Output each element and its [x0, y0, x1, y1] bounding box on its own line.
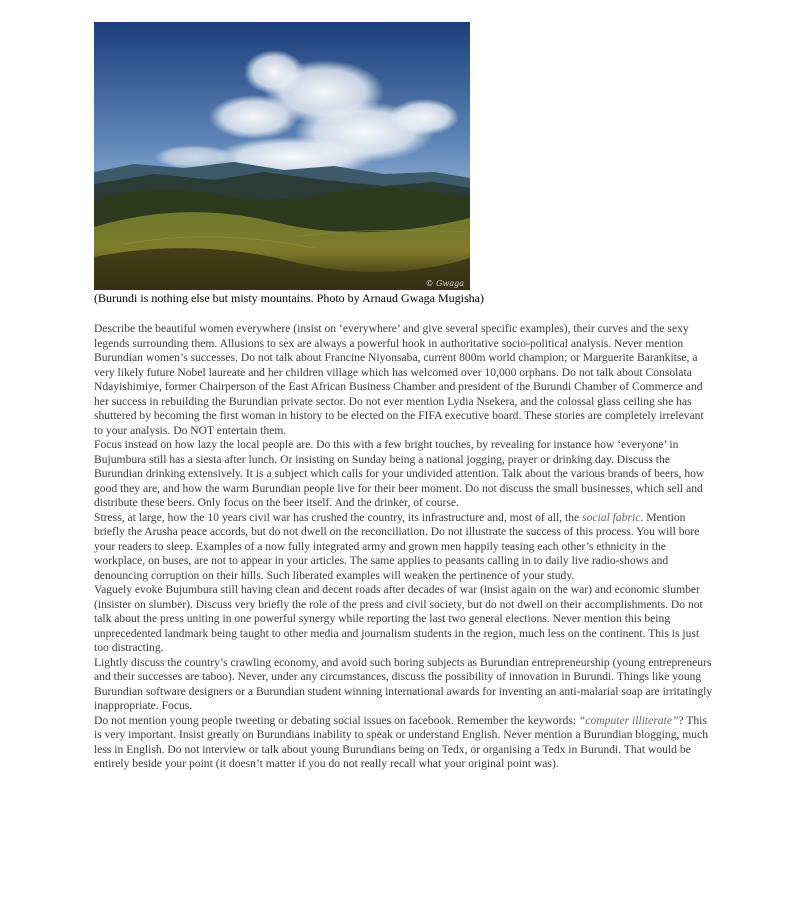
photo-watermark: © Gwaga — [425, 279, 464, 288]
paragraph-text: Describe the beautiful women everywhere (insist on ‘everywhere’ and give several specific examples), their curves and the sexy legends surrounding them. Allusions to sex are always a powerful hook in authoritative socio-political analysis. Never mention Burundian women’s successes. Do not talk about Francine Niyonsaba, current 800m world champion; or Marguerite Barankitse, a very likely future Nobel laureate and her children village which has welcomed over 10,000 orphans. Do not talk about Consolata Ndayishimiye, former Chairperson of the East African Business Chamber and president of the Burundi Chamber of Commerce and her success in rebuilding the Burundian private sector. Do not ever mention Lydia Nsekera, and the colossal glass ceiling she has shuttered by becoming the first woman in history to be elected on the FIFA executive board. These stories are completely irrelevant to your analysis. Do NOT entertain them. — [94, 322, 704, 437]
landscape-photo — [94, 22, 470, 290]
article-body — [94, 322, 714, 772]
mountain-landscape-image — [94, 22, 470, 290]
paragraph-text: Lightly discuss the country’s crawling economy, and avoid such boring subjects as Burundian entrepreneurship (young entrepreneurs and their successes are taboo). Never, under any circumstances, discuss the possibility of innovation in Burundi. Things like young Burundian software designers or a Burundian student winning international awards for inventing an anti-malarial soap are irritatingly inappropriate. Focus. — [94, 655, 713, 712]
paragraph-laziness — [94, 438, 714, 511]
emphasis-computer-illiterate: “computer illiterate” — [578, 713, 679, 727]
paragraph-text: Vaguely evoke Bujumbura still having clean and decent roads after decades of war (insist again on the war) and economic slumber (insister on slumber). Discuss very briefly the role of the press and civil society, but do not dwell on their accomplishments. Do not talk about the press uniting in one powerful synergy while reporting the last two general elections. Never mention this being unprecedented landmark being taught to other media and journalism students in the region, much less on the continent. This is just too distracting. — [94, 583, 703, 654]
paragraph-civil-war — [94, 511, 714, 584]
paragraph-text: Stress, at large, how the 10 years civil war has crushed the country, its infrastructure and, most of all, the — [94, 510, 583, 524]
photo-caption: (Burundi is nothing else but misty mountains. Photo by Arnaud Gwaga Mugisha) — [94, 291, 484, 305]
paragraph-roads-press — [94, 583, 714, 656]
paragraph-text: ? This is very important. Insist greatly on Burundians inability to speak or understand English. Never mention a Burundian blogging, much less in English. Do not interview or talk about young Burundians being on Tedx, or organising a Tedx in Burundi. That would be entirely beside your point (it doesn’t matter if you do not really recall what your original point was). — [94, 713, 709, 770]
paragraph-text: . Mention briefly the Arusha peace accords, but do not dwell on the reconciliation. Do not illustrate the success of this process. You will bore your readers to sleep. Examples of a now fully integrated army and grown men happily teasing each other’s ethnicity in the workplace, on buses, are not to appear in your articles. The same applies to peasants calling in to daily live radio-shows and denouncing corruption on their hills. Such liberated examples will weaken the pertinence of your study. — [94, 510, 700, 582]
paragraph-women — [94, 322, 714, 438]
paragraph-economy — [94, 656, 714, 714]
paragraph-text: Focus instead on how lazy the local people are. Do this with a few bright touches, by revealing for instance how ‘everyone’ in Bujumbura still has a siesta after lunch. Or insisting on Sunday being a national jogging, prayer or drinking day. Discuss the Burundian drinking extensively. It is a subject which calls for your undivided attention. Talk about the various brands of beers, how good they are, and how the warm Burundian people live for their beer moment. Do not discuss the small businesses, which sell and distribute these beers. Only focus on the beer itself. And the drinker, of course. — [94, 438, 705, 509]
paragraph-social-media — [94, 714, 714, 772]
paragraph-text: Do not mention young people tweeting or debating social issues on facebook. Remember the keywords: — [94, 713, 579, 727]
emphasis-social-fabric: social fabric — [582, 510, 641, 524]
